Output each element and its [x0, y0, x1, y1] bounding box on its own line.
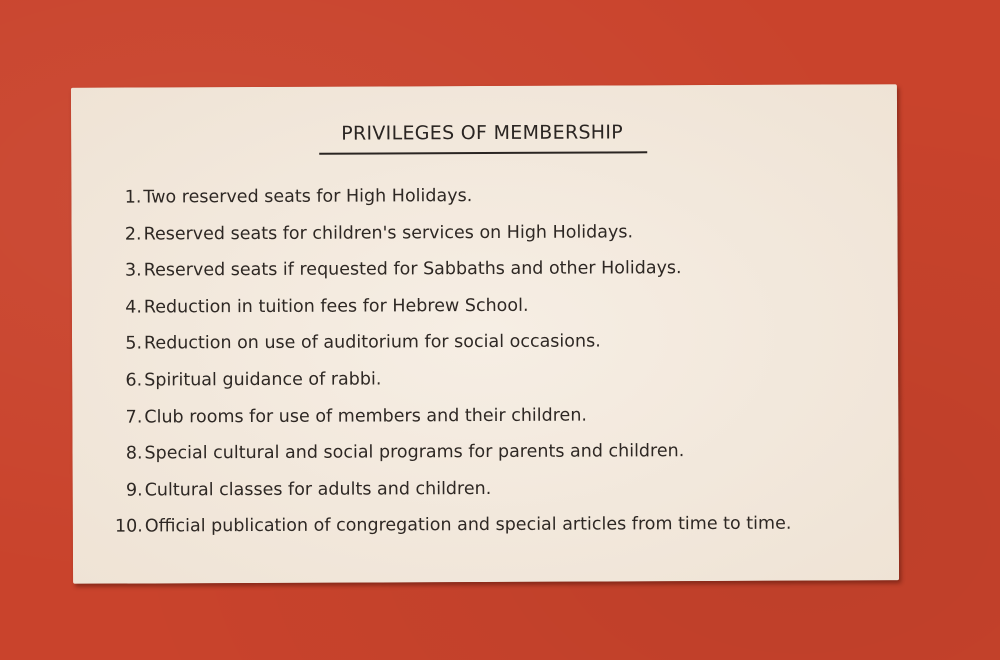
card-title: PRIVILEGES OF MEMBERSHIP [341, 121, 624, 145]
item-text: Cultural classes for adults and children. [144, 478, 492, 501]
item-number: 5. [125, 333, 143, 354]
item-number: 3. [124, 260, 142, 281]
list-item [102, 432, 882, 472]
list-item [103, 469, 883, 509]
list-item [102, 249, 882, 289]
item-text: Reserved seats if requested for Sabbaths and other Holidays. [143, 258, 682, 281]
item-number: 7. [125, 407, 143, 428]
item-number: 6. [125, 370, 143, 391]
list-item [101, 213, 881, 253]
item-text: Reduction on use of auditorium for social occasions. [143, 331, 601, 354]
list-item [102, 323, 882, 363]
item-text: Club rooms for use of members and their children. [144, 405, 588, 428]
membership-card [71, 84, 899, 584]
item-text: Special cultural and social programs for parents and children. [144, 441, 685, 464]
list-item [102, 396, 882, 436]
item-text: Reduction in tuition fees for Hebrew School. [143, 295, 529, 318]
item-text: Spiritual guidance of rabbi. [144, 369, 382, 391]
list-item [103, 506, 883, 546]
item-text: Two reserved seats for High Holidays. [143, 186, 473, 208]
list-item [102, 359, 882, 399]
item-number: 8. [125, 443, 143, 464]
title-underline [319, 151, 647, 154]
item-number: 4. [125, 297, 142, 318]
item-number: 9. [125, 480, 143, 501]
item-number: 10. [114, 516, 143, 537]
item-text: Official publication of congregation and special articles from time to time. [144, 514, 792, 537]
item-number: 2. [124, 224, 142, 245]
list-item [101, 176, 881, 216]
item-text: Reserved seats for children's services on High Holidays. [143, 221, 634, 245]
item-number: 1. [124, 187, 142, 208]
list-item [102, 286, 882, 326]
privileges-list [101, 176, 883, 545]
